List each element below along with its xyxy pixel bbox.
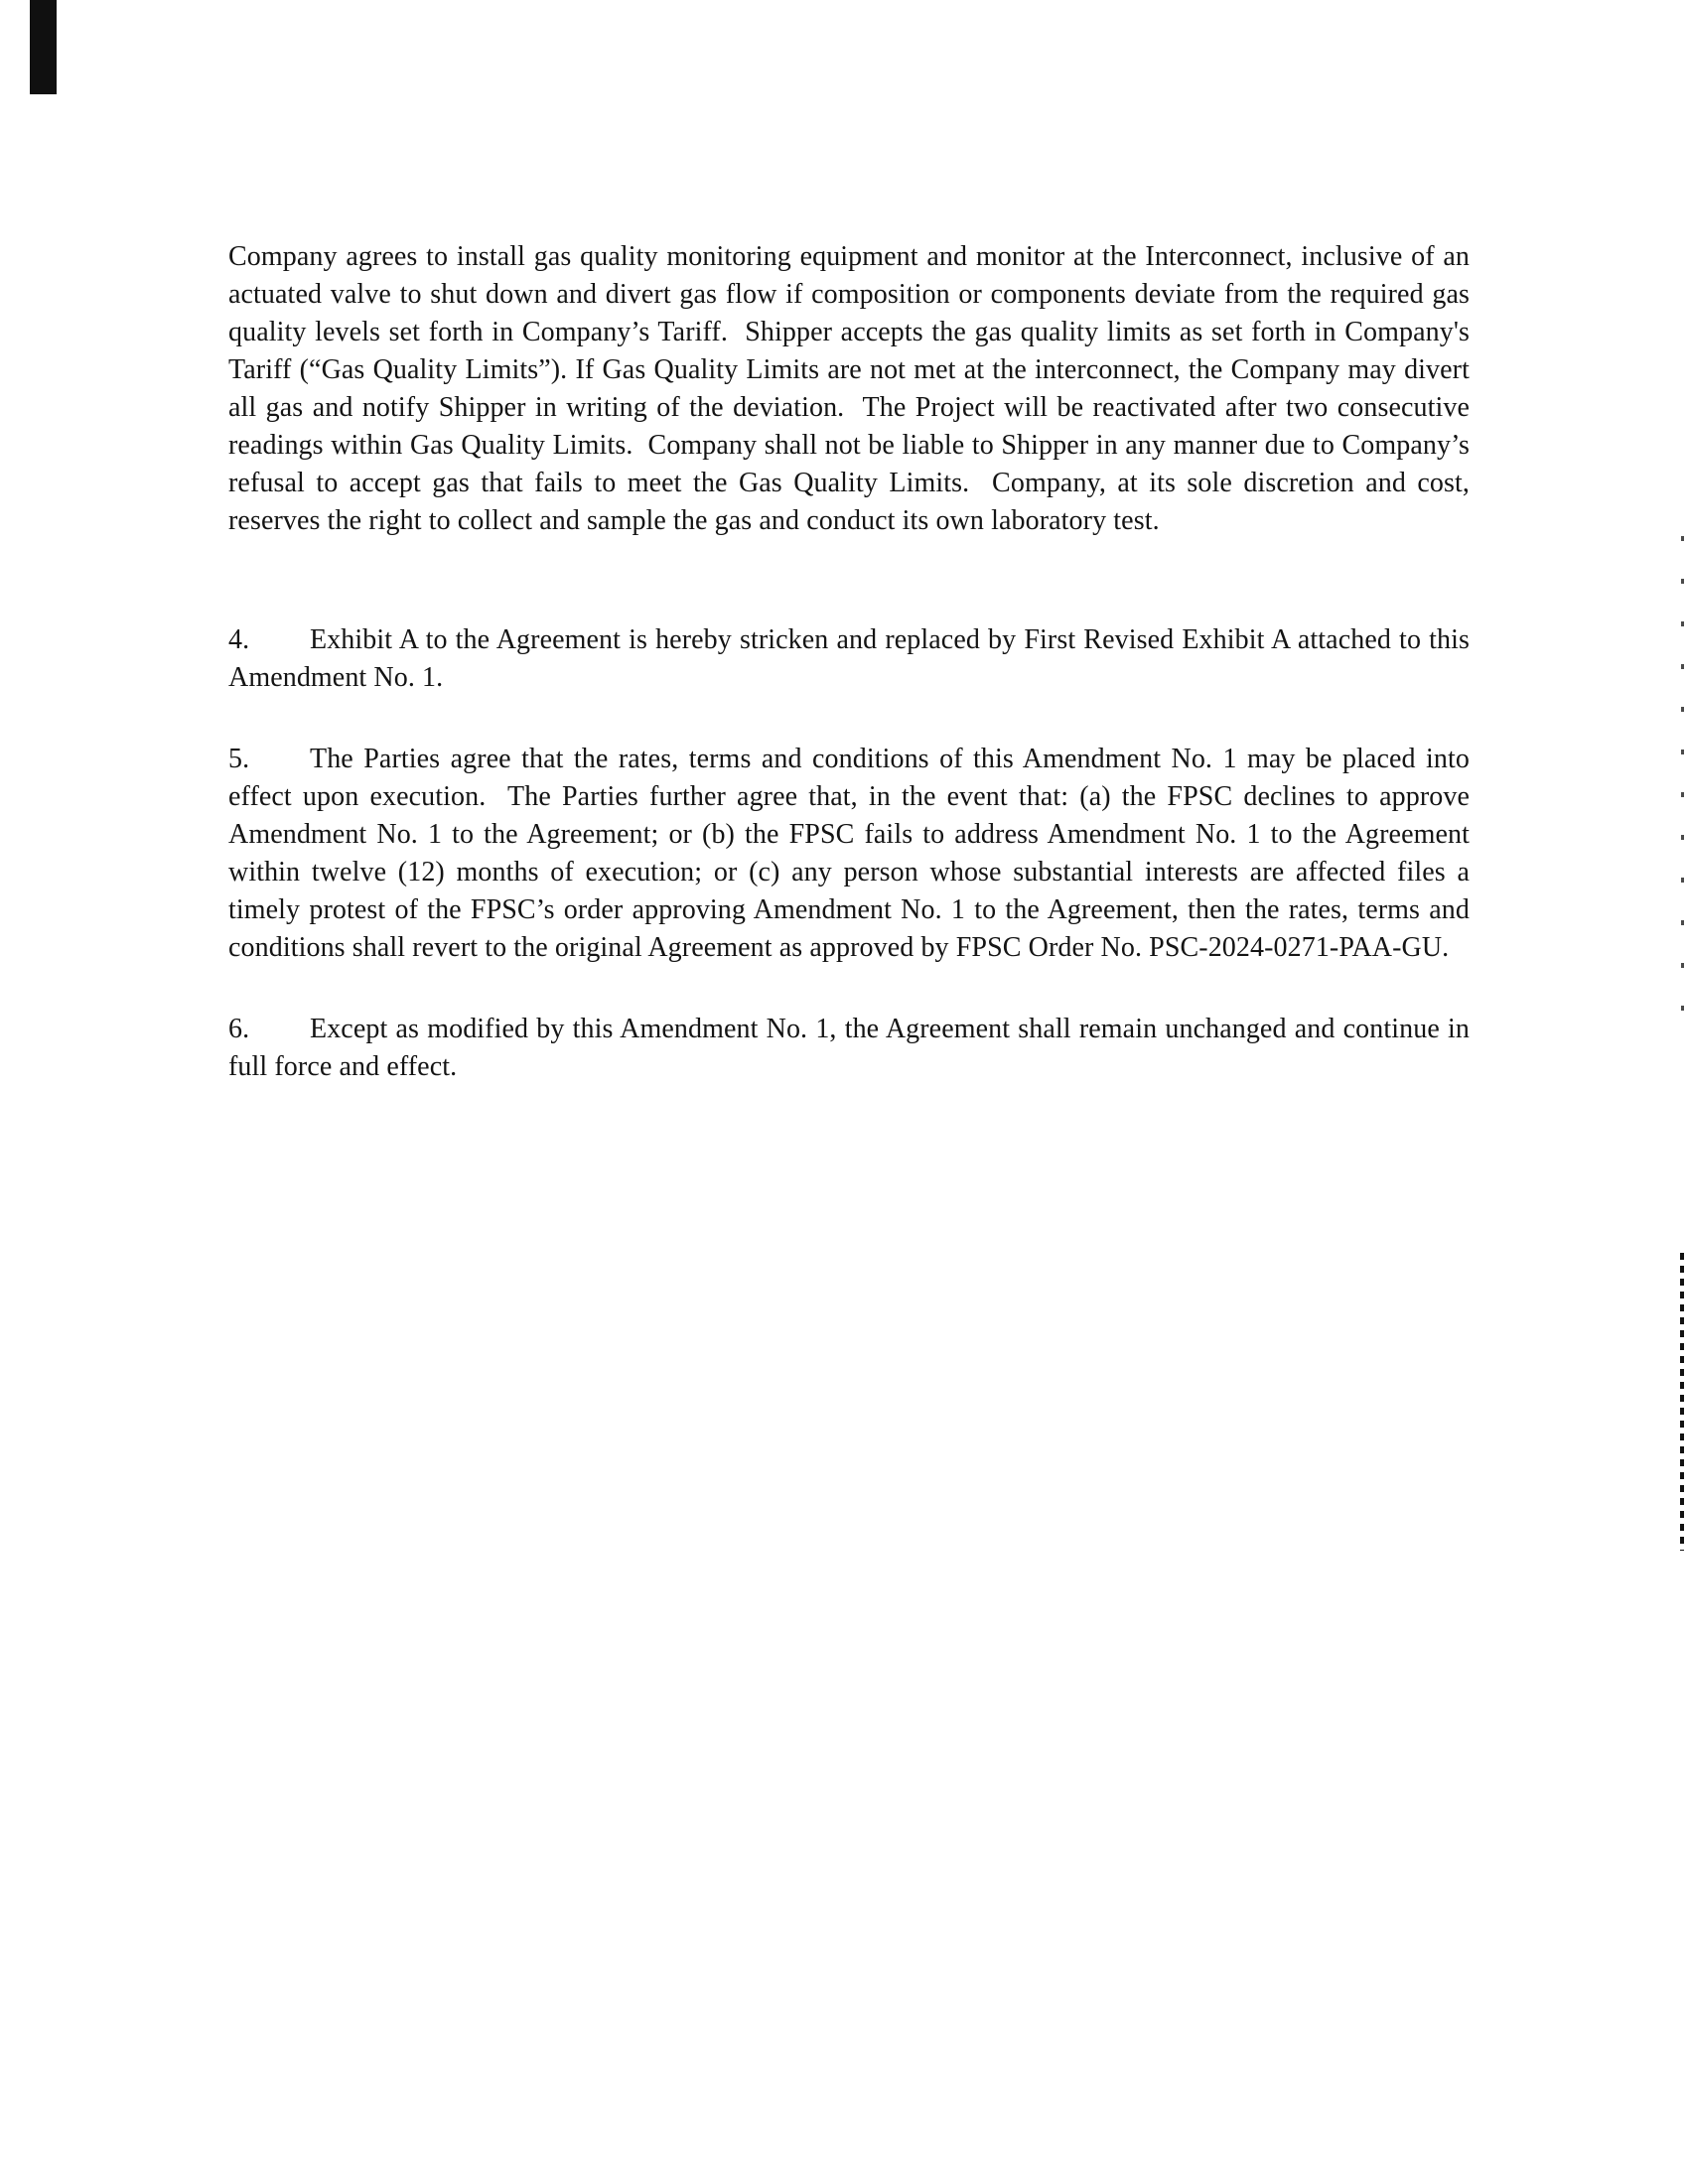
paragraph-5-number: 5. <box>228 744 250 774</box>
paragraph-6 <box>228 1011 1470 1086</box>
paragraph-4-number: 4. <box>228 624 250 655</box>
paragraph-5 <box>228 741 1470 967</box>
paragraph-4 <box>228 621 1470 697</box>
paragraph-6-number: 6. <box>228 1014 250 1044</box>
paragraph-gas-quality: Company agrees to install gas quality monitoring equipment and monitor at the Interconnect, inclusive of an actuated valve to shut down and divert gas flow if composition or components deviate from the required gas quality levels set forth in Company’s Tariff. Shipper accepts the gas quality limits as set forth in Company's Tariff (“Gas Quality Limits”). If Gas Quality Limits are not met at the interconnect, the Company may divert all gas and notify Shipper in writing of the deviation. The Project will be reactivated after two consecutive readings within Gas Quality Limits. Company shall not be liable to Shipper in any manner due to Company’s refusal to accept gas that fails to meet the Gas Quality Limits. Company, at its sole discretion and cost, reserves the right to collect and sample the gas and conduct its own laboratory test. <box>228 241 1470 536</box>
scan-artifact-right-dashes <box>1680 1253 1684 1551</box>
document-text-block <box>228 238 1470 1130</box>
scan-artifact-right-dots <box>1681 536 1684 1013</box>
paragraph-4-text: Exhibit A to the Agreement is hereby stricken and replaced by First Revised Exhibit A attached to this Amendment No. 1. <box>228 624 1470 693</box>
paragraph-6-text: Except as modified by this Amendment No. 1, the Agreement shall remain unchanged and continue in full force and effect. <box>228 1014 1470 1082</box>
paragraph-5-text: The Parties agree that the rates, terms and conditions of this Amendment No. 1 may be placed into effect upon execution. The Parties further agree that, in the event that: (a) the FPSC declines to approve Amendment No. 1 to the Agreement; or (b) the FPSC fails to address Amendment No. 1 to the Agreement within twelve (12) months of execution; or (c) any person whose substantial interests are affected files a timely protest of the FPSC’s order approving Amendment No. 1 to the Agreement, then the rates, terms and conditions shall revert to the original Agreement as approved by FPSC Order No. PSC-2024-0271-PAA-GU. <box>228 744 1470 963</box>
scan-artifact-corner <box>30 0 57 94</box>
